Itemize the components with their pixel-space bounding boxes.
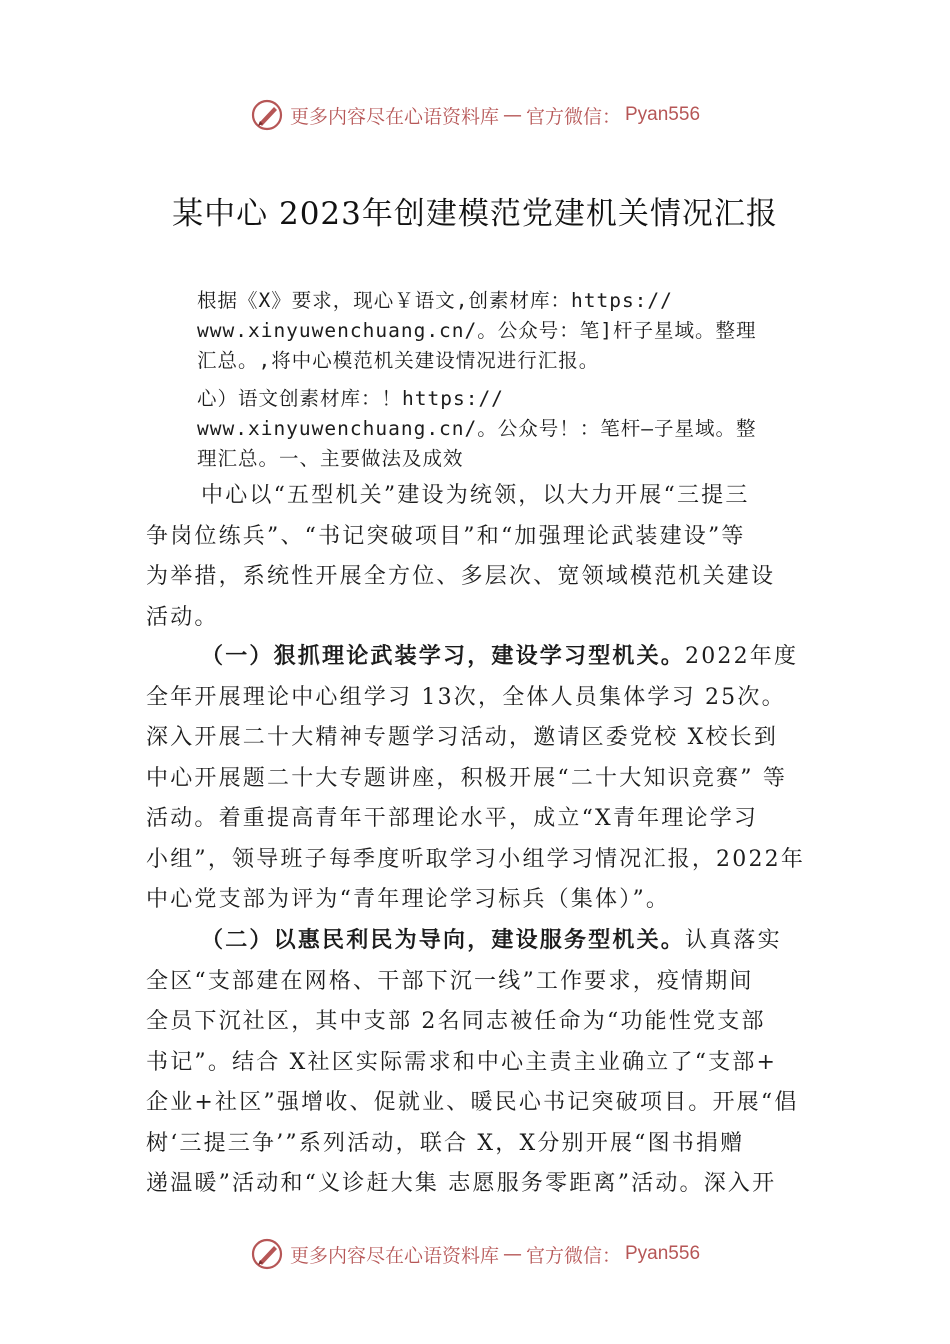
- text-line: [146, 920, 799, 962]
- text-line: 书记”。结合 X社区实际需求和中心主责主业确立了“支部+: [146, 1049, 778, 1075]
- paragraph-overview: [146, 476, 775, 638]
- intro-paragraph-2: [197, 384, 757, 474]
- text-line: 汇总。,将中心模范机关建设情况进行汇报。: [197, 349, 600, 372]
- watermark-dash: —: [502, 1243, 522, 1265]
- document-title: 某中心 2023年创建模范党建机关情况汇报: [172, 196, 778, 232]
- text-line: 中心开展题二十大专题讲座，积极开展“二十大知识竞赛” 等: [146, 765, 788, 791]
- text-fragment: 认真落实: [685, 928, 782, 953]
- text-line: 根据《X》要求，现心￥语文,创素材库：https://: [197, 289, 673, 312]
- text-line: 中心党支部为评为“青年理论学习标兵（集体）”。: [146, 887, 671, 912]
- section-heading: （一）狠抓理论武装学习，建设学习型机关。: [201, 643, 686, 669]
- watermark-header: [0, 95, 950, 135]
- text-line: 深入开展二十大精神专题学习活动，邀请区委党校 X校长到: [146, 725, 779, 750]
- text-line: 全员下沉社区，其中支部 2名同志被任命为“功能性党支部: [146, 1009, 766, 1034]
- text-fragment: 2022年度: [685, 644, 799, 669]
- text-line: 全区“支部建在网格、干部下沉一线”工作要求，疫情期间: [146, 968, 754, 994]
- text-line: 理汇总。一、主要做法及成效: [197, 447, 464, 470]
- watermark-text: 更多内容尽在心语资料库: [289, 1244, 499, 1267]
- intro-paragraph-1: [197, 286, 757, 376]
- text-line: 为举措，系统性开展全方位、多层次、宽领域模范机关建设: [146, 564, 776, 589]
- section-heading: （二）以惠民利民为导向，建设服务型机关。: [201, 927, 686, 953]
- watermark-text: 更多内容尽在心语资料库: [289, 105, 499, 128]
- text-line: www.xinyuwenchuang.cn/。公众号：笔]杆子星域。整理: [197, 319, 757, 342]
- text-line: 争岗位练兵”、“书记突破项目”和“加强理论武装建设”等: [146, 523, 746, 549]
- text-line: 活动。着重提高青年干部理论水平，成立“X青年理论学习: [146, 806, 759, 831]
- text-line: www.xinyuwenchuang.cn/。公众号！：笔杆—子星域。整: [197, 417, 757, 440]
- watermark-dash: —: [502, 104, 522, 126]
- watermark-label: 官方微信：: [525, 1244, 621, 1267]
- pen-seal-icon: [250, 98, 284, 132]
- paragraph-section-1: [146, 636, 805, 921]
- text-line: 树‘三提三争’”系列活动，联合 X，X分别开展“图书捐赠: [146, 1130, 745, 1156]
- pen-seal-icon: [250, 1237, 284, 1271]
- text-line: 活动。: [146, 604, 219, 630]
- text-line: 中心以“五型机关”建设为统领，以大力开展“三提三: [201, 483, 750, 508]
- text-line: [146, 636, 805, 678]
- text-line: 小组”，领导班子每季度听取学习小组学习情况汇报，2022年: [146, 846, 806, 872]
- watermark-id: Pyan556: [625, 1243, 701, 1264]
- text-line: 心）语文创素材库：！https://: [197, 387, 504, 410]
- watermark-label: 官方微信：: [525, 105, 621, 128]
- text-line: 全年开展理论中心组学习 13次，全体人员集体学习 25次。: [146, 684, 786, 710]
- watermark-id: Pyan556: [625, 104, 701, 125]
- text-line: 递温暖”活动和“义诊赶大集 志愿服务零距离”活动。深入开: [146, 1171, 777, 1196]
- watermark-footer: [0, 1234, 950, 1274]
- text-line: 企业+社区”强增收、促就业、暖民心书记突破项目。开展“倡: [146, 1090, 799, 1115]
- paragraph-section-2: [146, 920, 799, 1205]
